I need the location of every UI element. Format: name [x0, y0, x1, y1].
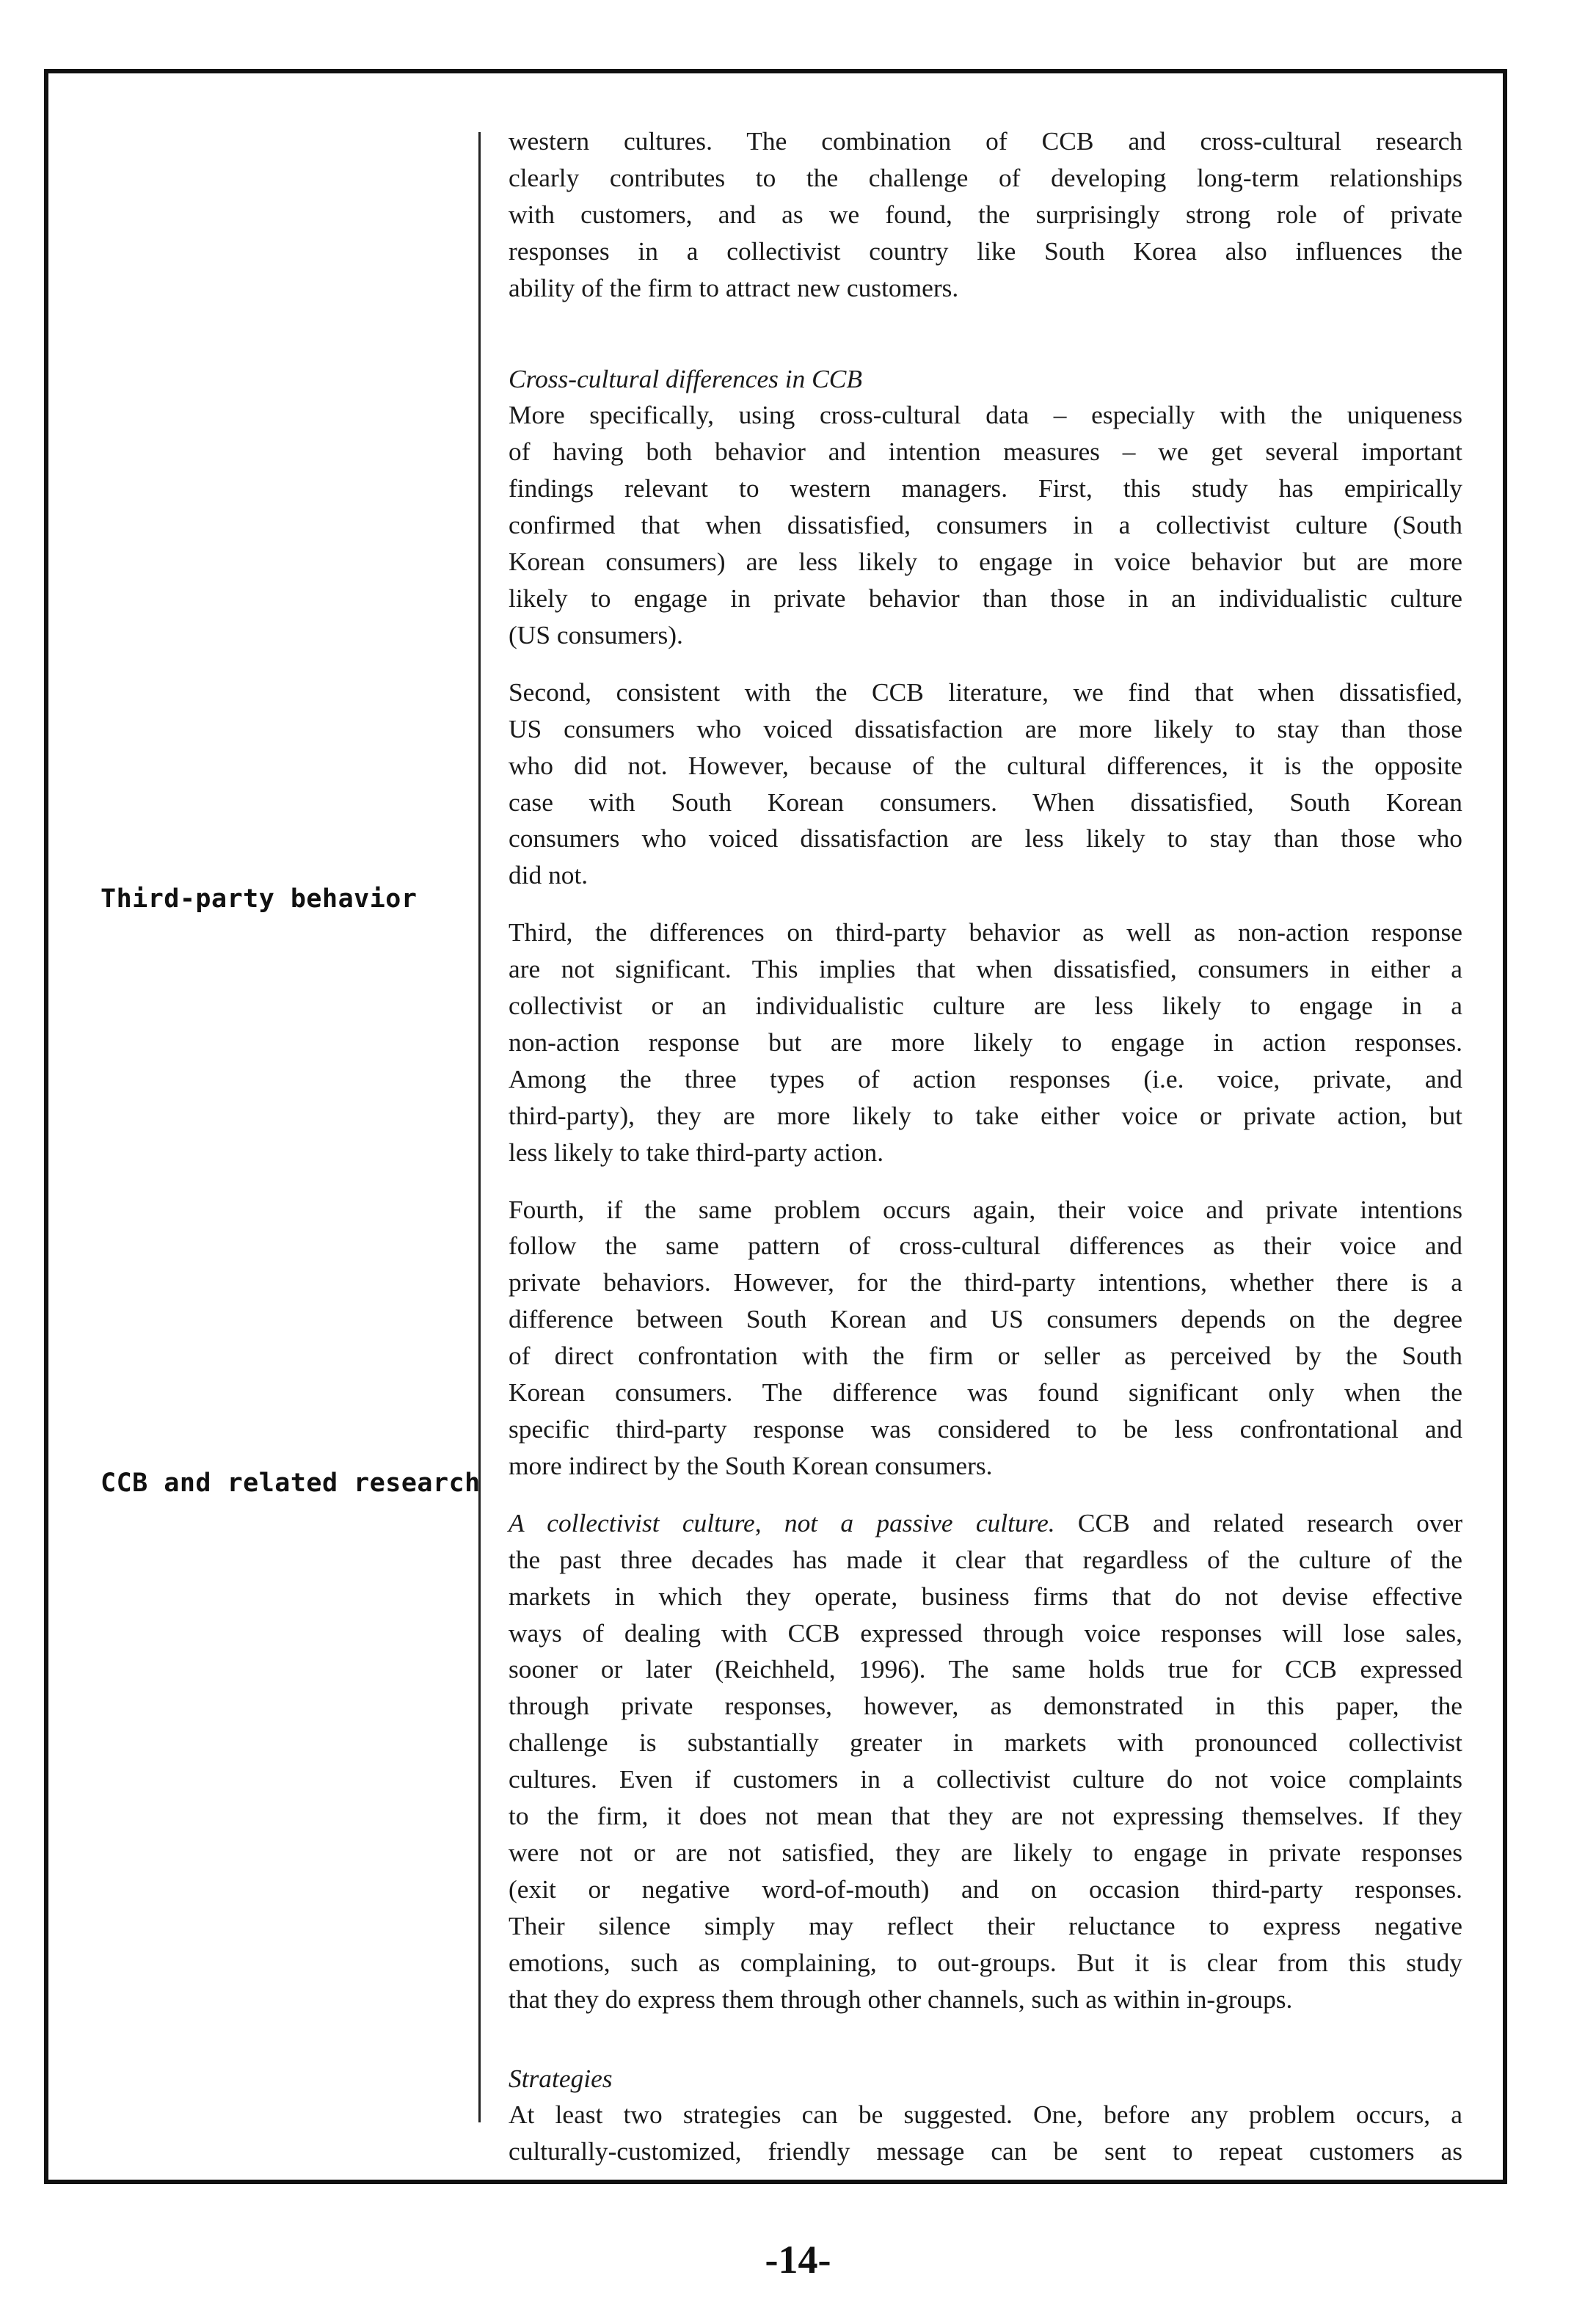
text-line: findings relevant to western managers. First, this study has empirically: [509, 473, 1462, 503]
side-label-ccb-related: CCB and related research: [101, 1469, 481, 1498]
text-line: case with South Korean consumers. When dissatisfied, South Korean: [509, 787, 1462, 817]
page-number: -14-: [765, 2238, 831, 2282]
text-line: third-party), they are more likely to take either voice or private action, but: [509, 1100, 1462, 1130]
text-line: to the firm, it does not mean that they are not expressing themselves. If they: [509, 1801, 1462, 1831]
text-line: were not or are not satisfied, they are likely to engage in private responses: [509, 1837, 1462, 1867]
text-line: follow the same pattern of cross-cultural differences as their voice and: [509, 1231, 1462, 1261]
text-line: of direct confrontation with the firm or seller as perceived by the South: [509, 1341, 1462, 1371]
text-line: Korean consumers. The difference was found significant only when the: [509, 1378, 1462, 1408]
text-line: consumers who voiced dissatisfaction are less likely to stay than those who: [509, 823, 1462, 854]
paragraph-third: [509, 914, 1462, 1171]
text-line: that they do express them through other channels, such as within in-groups.: [509, 1984, 1293, 2014]
text-line: did not.: [509, 860, 589, 890]
text-line: More specifically, using cross-cultural data – especially with the uniqueness: [509, 400, 1462, 430]
text-line: emotions, such as complaining, to out-groups. But it is clear from this study: [509, 1947, 1462, 1977]
text-line: Fourth, if the same problem occurs again, their voice and private intentions: [509, 1194, 1462, 1224]
text-line: responses in a collectivist country like South Korea also influences the: [509, 236, 1462, 266]
text-line: non-action response but are more likely to engage in action responses.: [509, 1027, 1462, 1057]
text-line: Their silence simply may reflect their reluctance to express negative: [509, 1910, 1462, 1940]
text-line: US consumers who voiced dissatisfaction are more likely to stay than those: [509, 713, 1462, 743]
text-line: less likely to take third-party action.: [509, 1137, 884, 1167]
text-line: Among the three types of action responses (i.e. voice, private, and: [509, 1063, 1462, 1093]
paragraph-intro: [509, 123, 1462, 307]
text-line: the past three decades has made it clear that regardless of the culture of the: [509, 1544, 1462, 1574]
spacer: [509, 327, 1462, 361]
text-line: challenge is substantially greater in markets with pronounced collectivist: [509, 1728, 1462, 1758]
paragraph-second: [509, 674, 1462, 894]
text-line: of having both behavior and intention measures – we get several important: [509, 437, 1462, 467]
paragraph-strategies: [509, 2097, 1462, 2170]
text-line: are not significant. This implies that when dissatisfied, consumers in either a: [509, 954, 1462, 984]
text-line: with customers, and as we found, the surprisingly strong role of private: [509, 199, 1462, 229]
text-line: markets in which they operate, business firms that do not devise effective: [509, 1581, 1462, 1611]
text-line: Korean consumers) are less likely to engage in voice behavior but are more: [509, 547, 1462, 577]
body-text: [509, 123, 1462, 2191]
text-line: confirmed that when dissatisfied, consumers in a collectivist culture (South: [509, 510, 1462, 540]
text-run: CCB and related research over: [1054, 1507, 1462, 1537]
text-line: specific third-party response was considered to be less confrontational and: [509, 1414, 1462, 1444]
text-line: culturally-customized, friendly message can be sent to repeat customers as: [509, 2136, 1462, 2166]
text-line: Second, consistent with the CCB literature, we find that when dissatisfied,: [509, 677, 1462, 707]
text-line: through private responses, however, as demonstrated in this paper, the: [509, 1691, 1462, 1721]
text-line: At least two strategies can be suggested. One, before any problem occurs, a: [509, 2100, 1462, 2130]
text-line: likely to engage in private behavior than those in an individualistic culture: [509, 583, 1462, 613]
text-line: sooner or later (Reichheld, 1996). The same holds true for CCB expressed: [509, 1654, 1462, 1684]
side-label-third-party: Third-party behavior: [101, 884, 418, 914]
spacer: [509, 2039, 1462, 2061]
text-line: collectivist or an individualistic culture are less likely to engage in a: [509, 991, 1462, 1021]
text-line: clearly contributes to the challenge of developing long-term relationships: [509, 162, 1462, 192]
section-heading-cross-cultural: Cross-cultural differences in CCB: [509, 363, 863, 393]
text-line: western cultures. The combination of CCB and cross-cultural research: [509, 126, 1462, 156]
text-line: more indirect by the South Korean consumers.: [509, 1450, 993, 1480]
paragraph-cross-cultural: [509, 397, 1462, 653]
paragraph-collectivist-lines: [509, 1542, 1462, 2018]
text-line: (exit or negative word-of-mouth) and on occasion third-party responses.: [509, 1874, 1462, 1904]
text-line: who did not. However, because of the cultural differences, it is the opposite: [509, 750, 1462, 780]
text-line: (US consumers).: [509, 619, 683, 649]
margin-rule: [478, 132, 481, 2122]
text-line: private behaviors. However, for the third-party intentions, whether there is a: [509, 1267, 1462, 1298]
section-heading-strategies: Strategies: [509, 2063, 613, 2093]
text-line: Third, the differences on third-party behavior as well as non-action response: [509, 917, 1462, 947]
text-line: [509, 1505, 1462, 1542]
text-line: difference between South Korean and US consumers depends on the degree: [509, 1304, 1462, 1334]
text-line: ability of the firm to attract new customers.: [509, 272, 959, 302]
paragraph-fourth: [509, 1192, 1462, 1485]
run-in-heading: A collectivist culture, not a passive culture.: [509, 1507, 1055, 1537]
text-line: cultures. Even if customers in a collectivist culture do not voice complaints: [509, 1764, 1462, 1794]
paragraph-collectivist: [509, 1505, 1462, 2018]
text-line: ways of dealing with CCB expressed through voice responses will lose sales,: [509, 1617, 1462, 1648]
